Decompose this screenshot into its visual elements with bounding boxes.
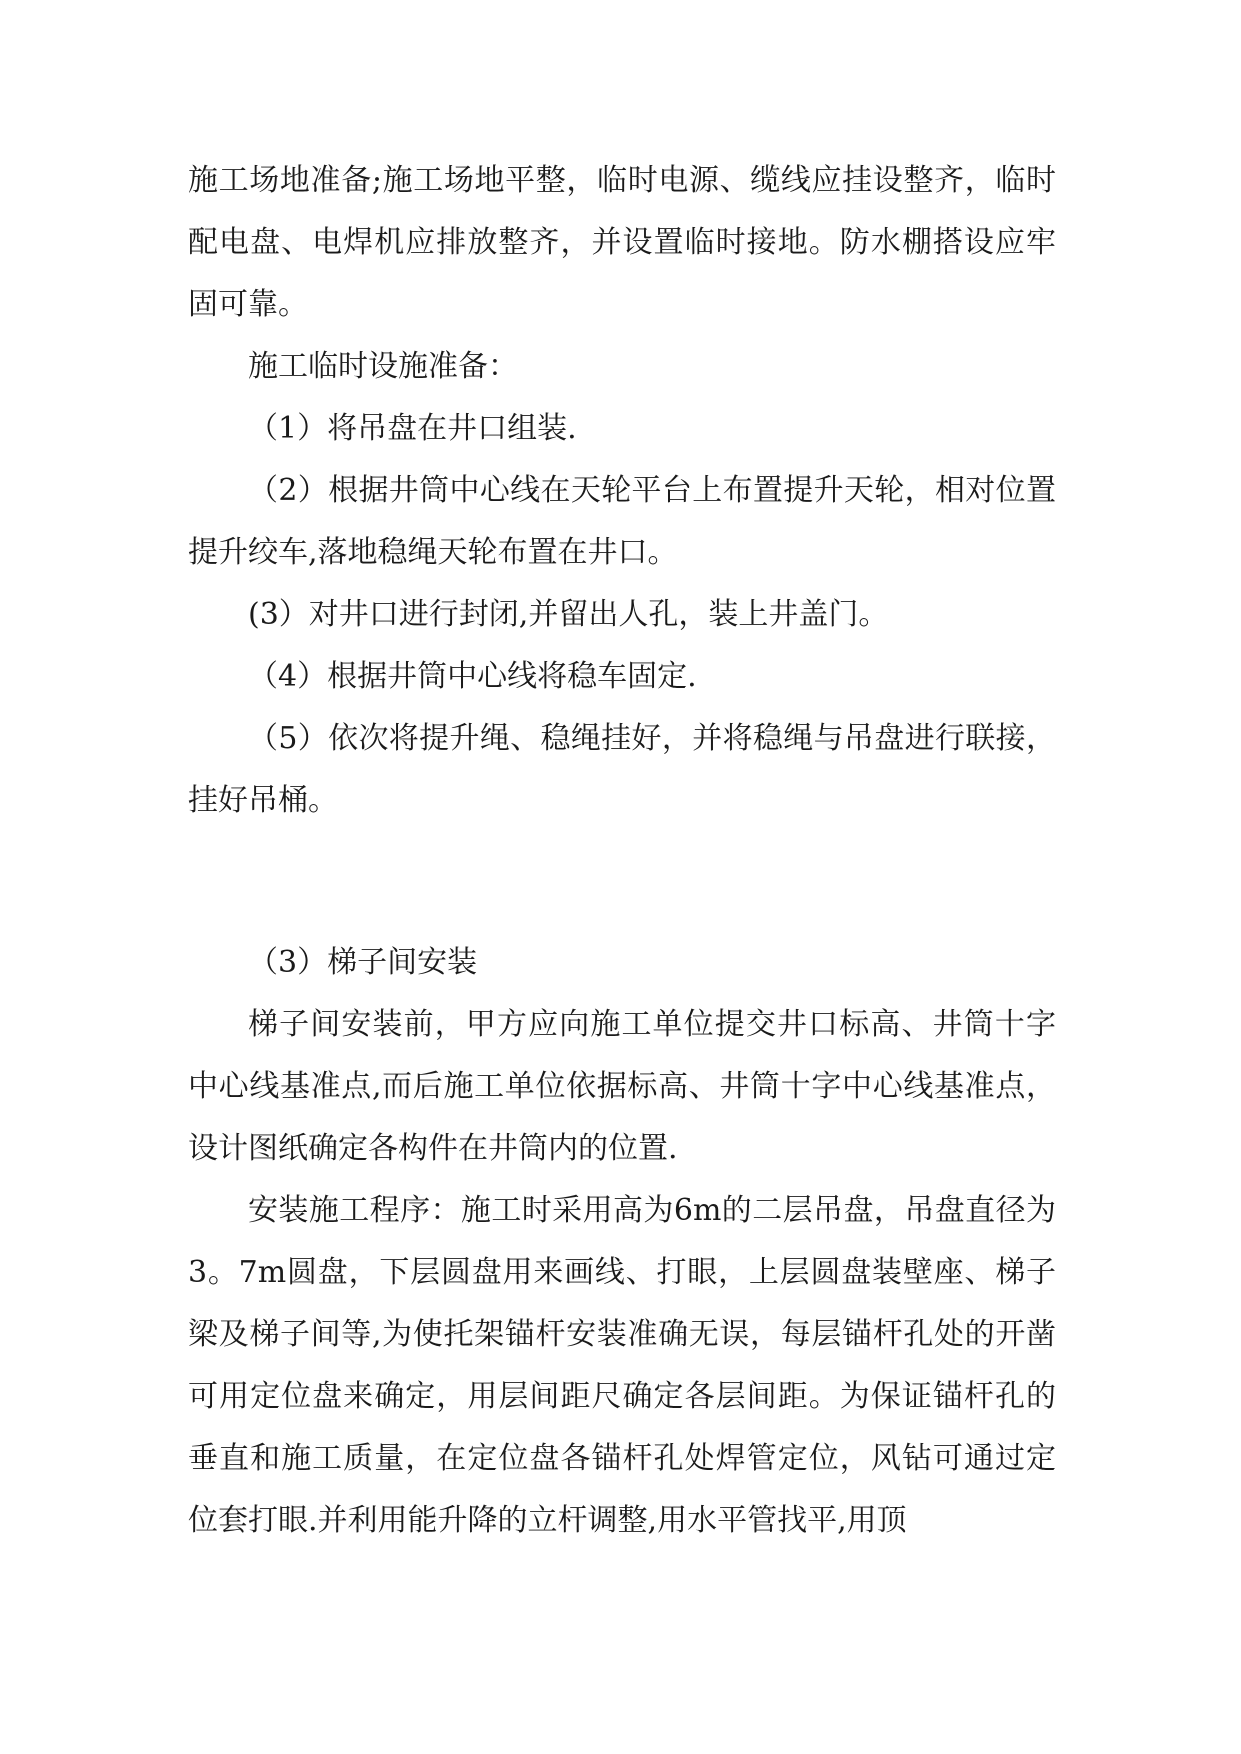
paragraph-spacer	[188, 832, 1056, 932]
list-item-5: （5）依次将提升绳、稳绳挂好，并将稳绳与吊盘进行联接，挂好吊桶。	[188, 721, 1056, 818]
document-body	[188, 150, 1056, 1552]
list-item-4: （4）根据井筒中心线将稳车固定.	[248, 659, 697, 694]
paragraph-site-preparation: 施工场地准备;施工场地平整，临时电源、缆线应挂设整齐，临时配电盘、电焊机应排放整齐，并设置临时接地。防水棚搭设应牢固可靠。	[188, 163, 1056, 322]
paragraph-ladder-prerequisites: 梯子间安装前，甲方应向施工单位提交井口标高、井筒十字中心线基准点,而后施工单位依据标高、井筒十字中心线基准点，设计图纸确定各构件在井筒内的位置.	[188, 1007, 1056, 1166]
list-item-2: （2）根据井筒中心线在天轮平台上布置提升天轮，相对位置提升绞车,落地稳绳天轮布置在井口。	[188, 473, 1056, 570]
section-heading-ladder-installation: （3）梯子间安装	[248, 945, 478, 980]
list-item-1: （1）将吊盘在井口组装.	[248, 411, 577, 446]
paragraph-temporary-facilities-heading: 施工临时设施准备：	[248, 349, 518, 384]
paragraph-installation-procedure: 安装施工程序：施工时采用高为6m的二层吊盘，吊盘直径为3。7m圆盘，下层圆盘用来画线、打眼，上层圆盘装壁座、梯子梁及梯子间等,为使托架锚杆安装准确无误，每层锚杆孔处的开凿可用定位盘来确定，用层间距尺确定各层间距。为保证锚杆孔的垂直和施工质量，在定位盘各锚杆孔处焊管定位，风钻可通过定位套打眼.并利用能升降的立杆调整,用水平管找平,用顶	[188, 1193, 1056, 1538]
list-item-3: (3）对井口进行封闭,并留出人孔，装上井盖门。	[248, 597, 889, 632]
